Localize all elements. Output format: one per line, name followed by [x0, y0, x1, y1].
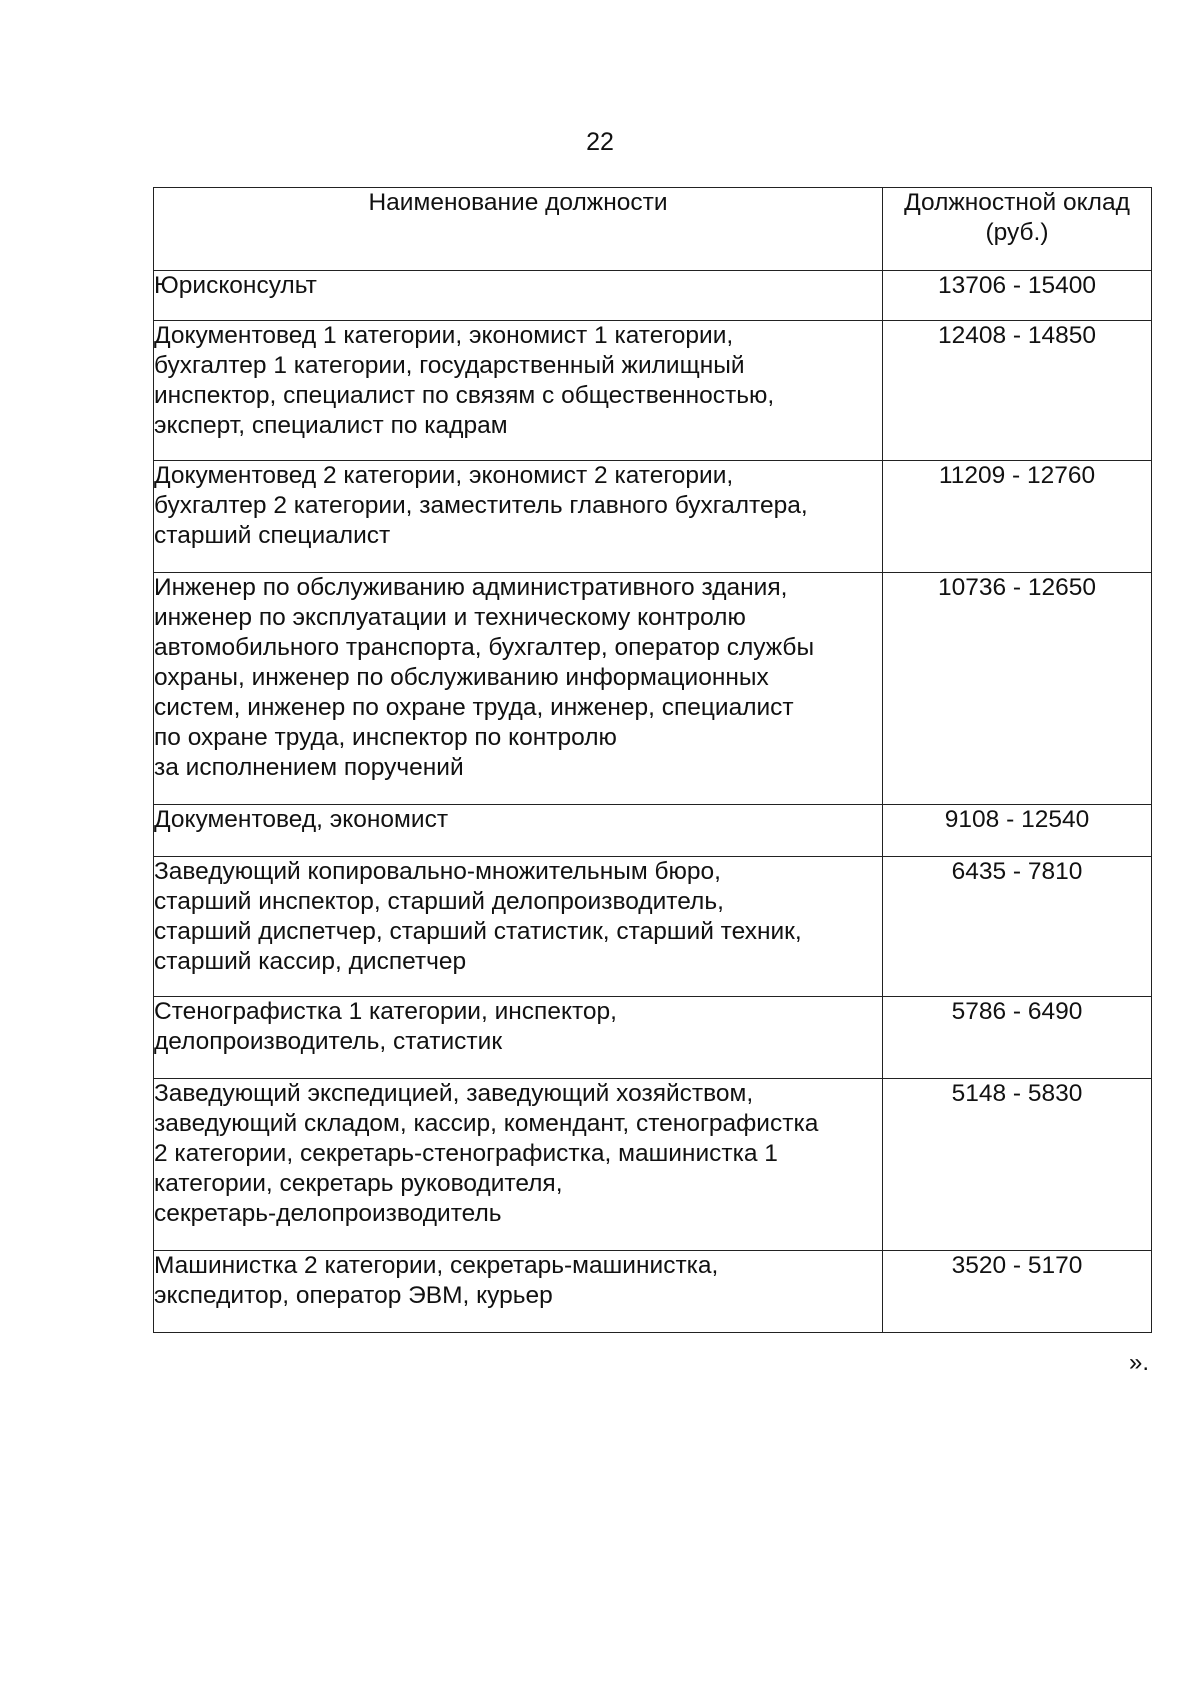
position-cell [154, 857, 883, 997]
salary-cell [883, 857, 1152, 997]
position-text: Документовед 1 категории, экономист 1 категории, бухгалтер 1 категории, государственный жилищный инспектор, специалист по связям с общественностью, эксперт, специалист по кадрам [154, 322, 775, 439]
salary-cell [883, 1079, 1152, 1251]
salary-text: 5148 - 5830 [951, 1080, 1083, 1107]
position-text: Юрисконсульт [154, 272, 317, 299]
position-cell [154, 805, 883, 857]
position-text: Заведующий копировально-множительным бюро, старший инспектор, старший делопроизводитель, старший диспетчер, старший статистик, старший техник, старший кассир, диспетчер [154, 858, 802, 975]
position-text: Стенографистка 1 категории, инспектор, делопроизводитель, статистик [154, 998, 617, 1055]
table-row [154, 461, 1152, 573]
table-row [154, 573, 1152, 805]
header-salary-text: Должностной оклад (руб.) [904, 189, 1130, 246]
salary-cell [883, 321, 1152, 461]
closing-quote-mark: ». [1129, 1349, 1150, 1376]
position-cell [154, 321, 883, 461]
table-row [154, 1079, 1152, 1251]
position-text: Заведующий экспедицией, заведующий хозяйством, заведующий складом, кассир, комендант, стенографистка 2 категории, секретарь-стенографистка, машинистка 1 категории, секретарь руководителя, секретарь-делопроизводитель [154, 1080, 819, 1227]
table-row [154, 805, 1152, 857]
salary-cell [883, 997, 1152, 1079]
salary-text: 6435 - 7810 [951, 858, 1083, 885]
salary-text: 11209 - 12760 [938, 462, 1096, 489]
header-salary [883, 188, 1152, 271]
position-text: Машинистка 2 категории, секретарь-машинистка, экспедитор, оператор ЭВМ, курьер [154, 1252, 719, 1309]
position-cell [154, 271, 883, 321]
position-text: Инженер по обслуживанию административного здания, инженер по эксплуатации и техническому контролю автомобильного транспорта, бухгалтер, оператор службы охраны, инженер по обслуживанию информационных систем, инженер по охране труда, инженер, специалист по охране труда, инспектор по контролю за исполнением поручений [154, 574, 815, 781]
salary-text: 3520 - 5170 [951, 1252, 1083, 1279]
position-cell [154, 573, 883, 805]
table-row [154, 997, 1152, 1079]
page-number: 22 [586, 128, 614, 156]
salary-cell [883, 1251, 1152, 1333]
salary-text: 9108 - 12540 [944, 806, 1090, 833]
position-cell [154, 1251, 883, 1333]
salary-table [153, 187, 1152, 1333]
salary-cell [883, 461, 1152, 573]
table-row [154, 271, 1152, 321]
table-body [154, 271, 1152, 1333]
table-row [154, 857, 1152, 997]
position-text: Документовед 2 категории, экономист 2 категории, бухгалтер 2 категории, заместитель главного бухгалтера, старший специалист [154, 462, 808, 549]
position-cell [154, 1079, 883, 1251]
salary-text: 10736 - 12650 [937, 574, 1097, 601]
position-cell [154, 997, 883, 1079]
salary-text: 5786 - 6490 [951, 998, 1083, 1025]
salary-cell [883, 805, 1152, 857]
salary-cell [883, 271, 1152, 321]
header-position-name: Наименование должности [154, 188, 883, 271]
position-cell [154, 461, 883, 573]
salary-text: 13706 - 15400 [937, 272, 1097, 299]
salary-cell [883, 573, 1152, 805]
table-row [154, 1251, 1152, 1333]
table-header-row [154, 188, 1152, 271]
salary-text: 12408 - 14850 [937, 322, 1097, 349]
table-row [154, 321, 1152, 461]
position-text: Документовед, экономист [154, 806, 449, 833]
